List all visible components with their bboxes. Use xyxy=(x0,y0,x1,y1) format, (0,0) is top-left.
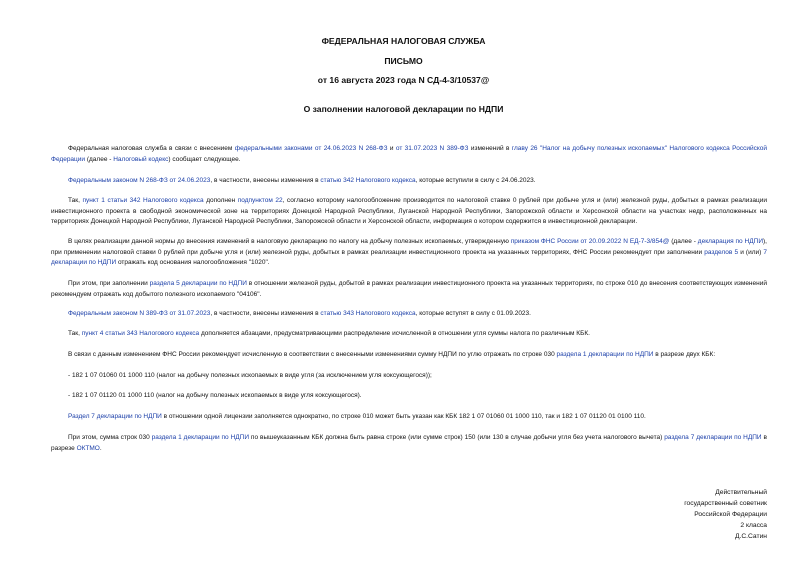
paragraph-text: (далее - xyxy=(85,155,114,163)
document-link[interactable]: Раздел 7 декларации по НДПИ xyxy=(68,413,162,420)
document-link[interactable]: раздела 5 декларации по НДПИ xyxy=(149,280,247,287)
paragraph-text: - 182 1 07 01060 01 1000 110 (налог на добычу полезных ископаемых в виде угля (за исключением угля коксующегося)); xyxy=(68,372,432,379)
paragraph-text: , которые вступили в силу с 24.06.2023. xyxy=(415,177,536,184)
signature-line: государственный советник xyxy=(684,500,767,507)
paragraph-two-kbk xyxy=(51,350,767,361)
document-link[interactable]: раздела 7 декларации по НДПИ xyxy=(664,434,762,441)
document-link[interactable]: раздела 1 декларации по НДПИ xyxy=(151,434,250,441)
document-subject: О заполнении налоговой декларации по НДПИ xyxy=(303,104,504,114)
paragraph-code-1020 xyxy=(51,237,767,269)
paragraph-text: ), при применении налоговой ставки 0 рублей при добыче угля и (или) железной руды, добытых в рамках реализации инвестиционного проекта на указанных территориях, ФНС России рекомендует при заполнении xyxy=(51,238,767,256)
document-link[interactable]: 7 декларации по НДПИ xyxy=(51,248,768,267)
document-link[interactable]: пункт 4 статьи 343 Налогового кодекса xyxy=(81,330,200,337)
document-link[interactable]: подпунктом 22 xyxy=(237,197,283,204)
document-link[interactable]: от 31.07.2023 N 389-ФЗ xyxy=(395,145,469,152)
paragraph-text: дополняется абзацами, предусматривающими распределение исчисленной в отношении угля суммы налога по различным КБК. xyxy=(199,330,590,337)
document-link[interactable]: ОКТМО xyxy=(76,444,100,452)
paragraph-text: , в частности, внесены изменения в xyxy=(210,310,321,317)
paragraph-sum-check xyxy=(51,433,767,454)
document-link[interactable]: федеральными законами от 24.06.2023 N 268-ФЗ xyxy=(234,145,388,152)
paragraph-text: При этом, сумма строк 030 xyxy=(68,434,152,441)
paragraph-text: по вышеуказанным КБК должна быть равна строке (или сумме строк) 150 (или 130 в случае добычи угля без учета налогового вычета) xyxy=(249,434,665,441)
signature-line: Действительный xyxy=(715,489,767,496)
paragraph-text: (далее - xyxy=(669,238,698,245)
document-link[interactable]: Федеральным законом N 268-ФЗ от 24.06.2023 xyxy=(68,177,211,184)
document-link[interactable]: приказом ФНС России от 20.09.2022 N ЕД-7-3/854@ xyxy=(510,238,670,245)
document-link[interactable]: разделов 5 xyxy=(704,248,739,256)
agency-name: ФЕДЕРАЛЬНАЯ НАЛОГОВАЯ СЛУЖБА xyxy=(321,36,486,46)
paragraph-text: в отношении железной руды, добытой в рамках реализации инвестиционного проекта на указанных территориях, по строке 010 до внесения соответствующих изменений рекомендуем отражать код добытого полезного ископаемого "04106". xyxy=(51,280,767,298)
paragraph-text: В связи с данным изменением ФНС России рекомендует исчисленную в соответствии с внесенными изменениями сумму НДПИ по углю отражать по строке 030 xyxy=(68,351,557,358)
paragraph-section-7 xyxy=(51,412,767,423)
paragraph-text: В целях реализации данной нормы до внесения изменений в налоговую декларацию по налогу на добычу полезных ископаемых, утвержденную xyxy=(68,238,511,245)
document-link[interactable]: главу 26 "Налог на добычу полезных ископаемых" Налогового кодекса Российской Федерации xyxy=(51,145,767,163)
paragraph-text: Так, xyxy=(68,330,82,337)
paragraph-text: , согласно которому налогообложение производится по налоговой ставке 0 рублей при добыче угля и (или) железной руды, добытых в рамках реализации инвестиционного проекта в свободной экономической зоне на территориях Донецкой Народной Республики, Луганской Народной Республики, Запорожской области и Херсонской области на участках недр, расположенных на территориях Донецкой Народной Республики, Луганской Народной Республики, Запорожской области и Херсонской области, информация о котором содержится в инвестиционной декларации. xyxy=(51,197,767,226)
signature-line: Российской Федерации xyxy=(694,511,767,518)
signer-name: Д.С.Сатин xyxy=(734,533,767,540)
paragraph-text: в отношении одной лицензии заполняется однократно, по строке 010 может быть указан как КБК 182 1 07 01060 01 1000 110, так и 182 1 07 01120 01 0100 110. xyxy=(161,413,646,420)
document-link[interactable]: статью 342 Налогового кодекса xyxy=(320,177,416,184)
list-item-kbk-2 xyxy=(51,391,767,402)
paragraph-text: , в частности, внесены изменения в xyxy=(210,177,321,184)
document-link[interactable]: раздела 1 декларации по НДПИ xyxy=(556,351,654,358)
document-link[interactable]: статью 343 Налогового кодекса xyxy=(320,310,416,317)
paragraph-article-342 xyxy=(51,196,767,228)
document-link[interactable]: Федеральным законом N 389-ФЗ от 31.07.2023 xyxy=(68,310,211,317)
document-link[interactable]: пункт 1 статьи 342 Налогового кодекса xyxy=(82,197,204,204)
signature-block xyxy=(684,487,767,542)
paragraph-law-268 xyxy=(51,176,767,187)
paragraph-text: в разрезе двух КБК: xyxy=(653,351,716,358)
paragraph-text: дополнен xyxy=(203,197,238,204)
paragraph-text: . xyxy=(99,444,102,452)
paragraph-text: и xyxy=(387,145,396,152)
signature-line: 2 класса xyxy=(740,522,767,529)
paragraph-text: - 182 1 07 01120 01 1000 110 (налог на добычу полезных ископаемых в виде угля коксующегося). xyxy=(68,392,362,399)
document-link[interactable]: декларация по НДПИ xyxy=(697,238,763,245)
list-item-kbk-1 xyxy=(51,371,767,382)
paragraph-text: в разрезе xyxy=(51,434,767,452)
paragraph-text: и (или) xyxy=(738,248,764,256)
paragraph-text: Так, xyxy=(68,197,83,204)
paragraph-text: ) сообщает следующее. xyxy=(168,155,241,163)
paragraph-text: отражать код основания налогообложения "1020". xyxy=(116,259,270,267)
paragraph-text: При этом, при заполнении xyxy=(68,280,150,287)
paragraph-text: , которые вступят в силу с 01.09.2023. xyxy=(415,310,531,317)
paragraph-text: Федеральная налоговая служба в связи с внесением xyxy=(68,145,235,152)
paragraph-article-343 xyxy=(51,329,767,340)
paragraph-law-389 xyxy=(51,309,767,320)
document-date-number: от 16 августа 2023 года N СД-4-3/10537@ xyxy=(317,75,490,85)
document-link[interactable]: Налоговый кодекс xyxy=(113,155,169,163)
paragraph-text: изменений в xyxy=(468,145,512,152)
document-type: ПИСЬМО xyxy=(384,56,423,66)
paragraph-code-04106 xyxy=(51,279,767,300)
paragraph-intro xyxy=(51,144,767,165)
